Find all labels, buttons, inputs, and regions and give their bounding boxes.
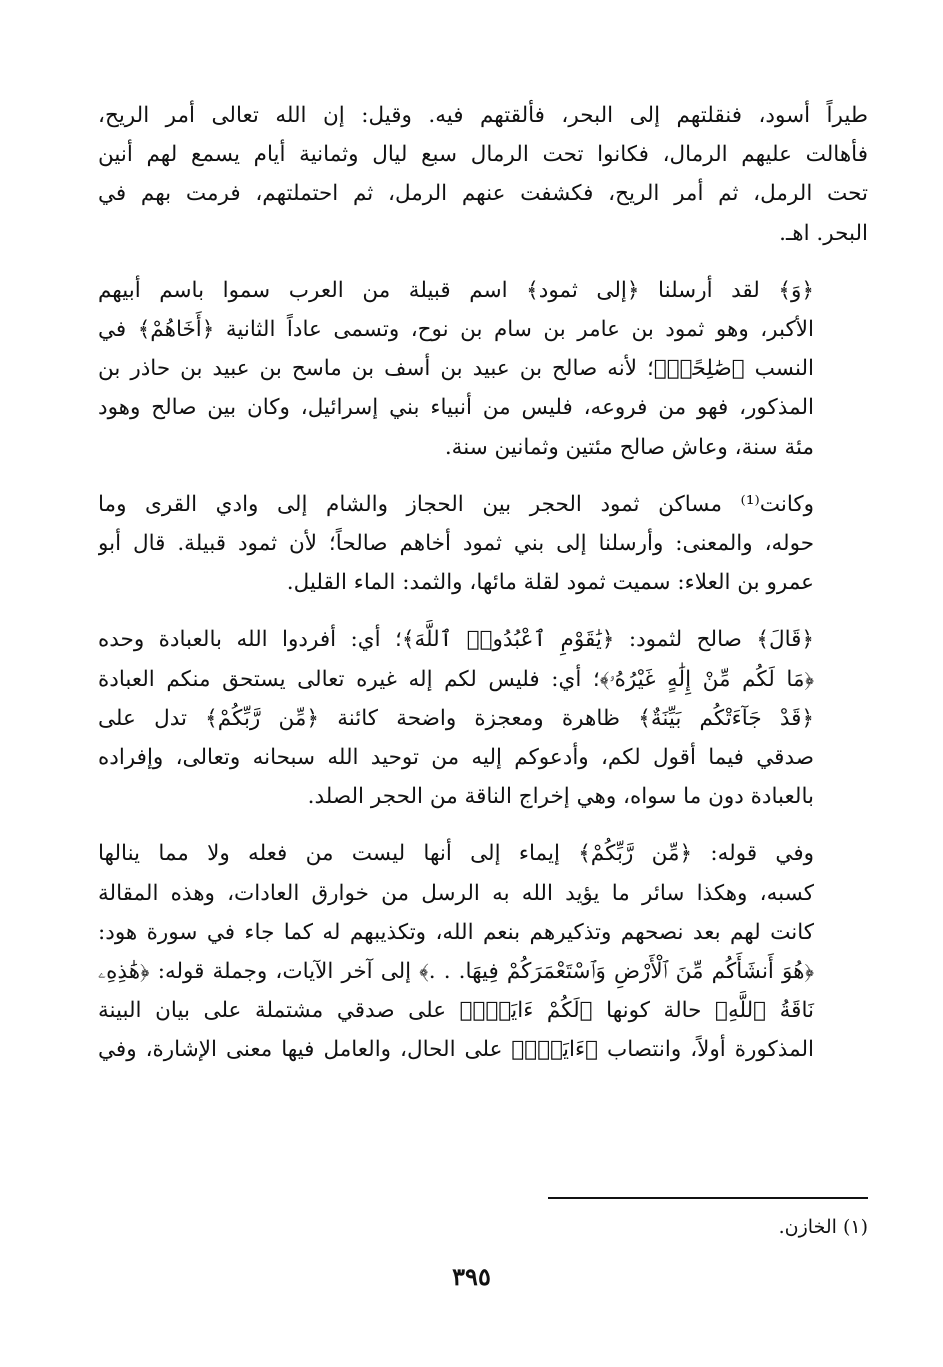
text-line: الأكبر، وهو ثمود بن عامر بن سام بن نوح، وتسمى عاداً الثانية ﴿أَخَاهُمْ﴾ في [98,317,814,343]
footnote: (١) الخازن. [778,1216,868,1238]
text-line: فأهالت عليهم الرمال، فكانوا تحت الرمال سبع ليال وثمانية أيام يسمع لهم أنين [98,142,868,168]
text-line: صدقي فيما أقول لكم، وأدعوكم إليه من توحيد الله سبحانه وتعالى، وإفراده [98,745,814,771]
text-line: المذكور، فهو من فروعه، فليس من أنبياء بني إسرائيل، وكان بين صالح وهود [98,395,814,421]
paragraph-2 [98,271,868,467]
paragraph-4 [98,620,868,816]
paragraph-1 [98,96,868,253]
text-line: ﴿قَالَ﴾ صالح لثمود: ﴿يَٰقَوْمِ ٱعْبُدُوا۟ ٱللَّهَ﴾؛ أي: أفردوا الله بالعبادة وحده [98,627,814,653]
text-line: البحر. اهـ. [779,220,868,246]
text-line: نَاقَةُ ٱللَّهِ﴾ حالة كونها ﴿لَكُمْ ءَايَةًۖ﴾ على صدقي مشتملة على بيان البينة [98,998,814,1024]
text-line: بالعبادة دون ما سواه، وهي إخراج الناقة من الحجر الصلد. [307,784,814,810]
page-number: ٣٩٥ [452,1262,491,1291]
page-body [98,96,868,1088]
text-line: مئة سنة، وعاش صالح مئتين وثمانين سنة. [444,434,814,460]
text-line: ﴿قَدْ جَآءَتْكُم بَيِّنَةٌ﴾ ظاهرة ومعجزة واضحة كائنة ﴿مِّن رَّبِّكُمْ﴾ تدل على [98,705,814,731]
text-line: وكانت⁽¹⁾ مساكن ثمود الحجر بين الحجاز والشام إلى وادي القرى وما [98,491,814,517]
paragraph-3 [98,485,868,603]
text-line: ﴿وَ﴾ لقد أرسلنا ﴿إلى ثمود﴾ اسم قبيلة من العرب سموا باسم أبيهم [98,277,814,303]
text-line: تحت الرمل، ثم أمر الريح، فكشفت عنهم الرمل، ثم احتملتهم، فرمت بهم في [98,181,868,207]
footnote-separator [548,1197,868,1199]
text-line: كانت لهم بعد نصحهم وتذكيرهم بنعم الله، وتكذيبهم له كما جاء في سورة هود: [98,919,814,945]
text-line: كسبه، وهكذا سائر ما يؤيد الله به الرسل من خوارق العادات، وهذه المقالة [98,880,814,906]
text-line: النسب ﴿صَٰلِحًاۚ﴾؛ لأنه صالح بن عبيد بن أسف بن ماسح بن عبيد بن حاذر بن [98,356,814,382]
text-line: عمرو بن العلاء: سميت ثمود لقلة مائها، والثمد: الماء القليل. [286,570,814,596]
text-line: ﴿هُوَ أَنشَأَكُم مِّنَ ٱلْأَرْضِ وَٱسْتَعْمَرَكُمْ فِيهَا. . .﴾ إلى آخر الآيات، وجملة قوله: ﴿هَٰذِهِۦ [98,959,814,985]
text-line: وفي قوله: ﴿مِّن رَّبِّكُمْ﴾ إيماء إلى أنها ليست من فعله ولا مما ينالها [98,841,814,867]
text-line: طيراً أسود، فنقلتهم إلى البحر، فألقتهم فيه. وقيل: إن الله تعالى أمر الريح، [98,103,868,128]
text-line: ﴿مَا لَكُم مِّنْ إِلَٰهٍ غَيْرُهُۥ﴾؛ أي: فليس لكم إله غيره تعالى يستحق منكم العبادة [98,666,814,692]
text-line: حوله، والمعنى: وأرسلنا إلى بني ثمود أخاهم صالحاً؛ لأن ثمود قبيلة. قال أبو [98,531,814,557]
paragraph-5 [98,834,868,1069]
text-line: المذكورة أولاً، وانتصاب ﴿ءَايَةًۖ﴾ على الحال، والعامل فيها معنى الإشارة، وفي [98,1037,814,1063]
